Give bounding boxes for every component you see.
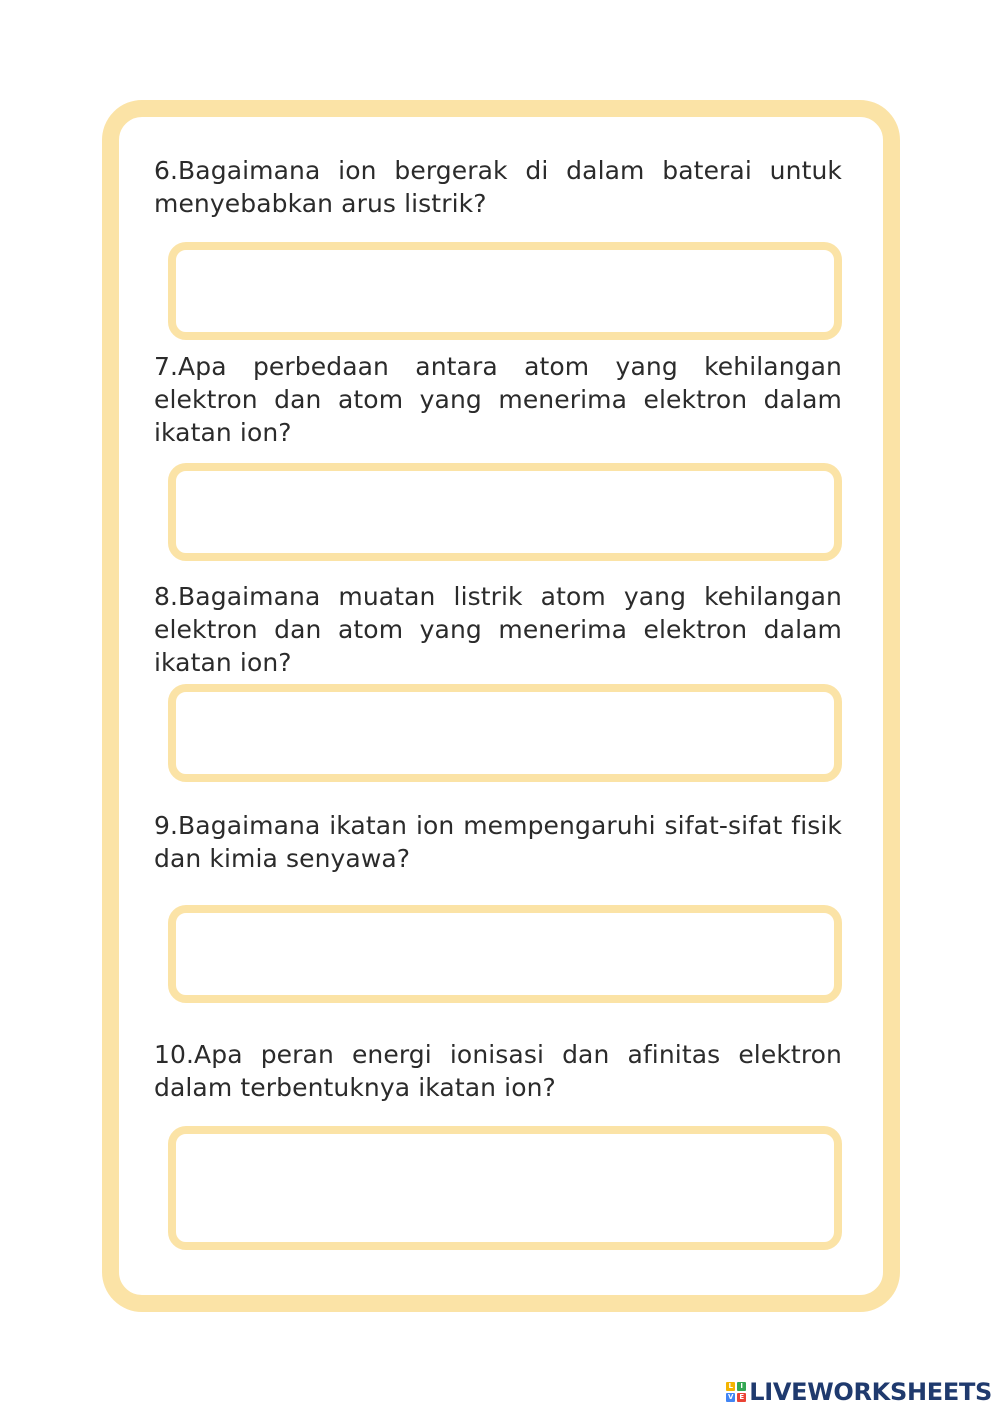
answer-box-7[interactable] [168, 463, 842, 561]
brand-name: LIVEWORKSHEETS [749, 1378, 992, 1406]
logo-letter-v: V [728, 1393, 734, 1401]
question-6: 6.Bagaimana ion bergerak di dalam baterai untuk menyebabkan arus listrik? [154, 156, 842, 218]
question-9: 9.Bagaimana ikatan ion mempengaruhi sifat-sifat fisik dan kimia senyawa? [154, 811, 842, 873]
logo-letter-e: E [737, 1393, 746, 1402]
answer-box-8[interactable] [168, 684, 842, 782]
answer-box-10[interactable] [168, 1126, 842, 1250]
logo-letter-i: I [737, 1382, 746, 1391]
question-10: 10.Apa peran energi ionisasi dan afinitas elektron dalam terbentuknya ikatan ion? [154, 1040, 842, 1102]
question-8: 8.Bagaimana muatan listrik atom yang kehilangan elektron dan atom yang menerima elektron dalam ikatan ion? [154, 582, 842, 677]
answer-box-6[interactable] [168, 242, 842, 340]
answer-box-9[interactable] [168, 905, 842, 1003]
logo-letter-l: L [726, 1382, 735, 1391]
liveworksheets-logo-icon [726, 1382, 746, 1402]
footer-brand [726, 1378, 992, 1406]
question-7: 7.Apa perbedaan antara atom yang kehilangan elektron dan atom yang menerima elektron dalam ikatan ion? [154, 352, 842, 447]
